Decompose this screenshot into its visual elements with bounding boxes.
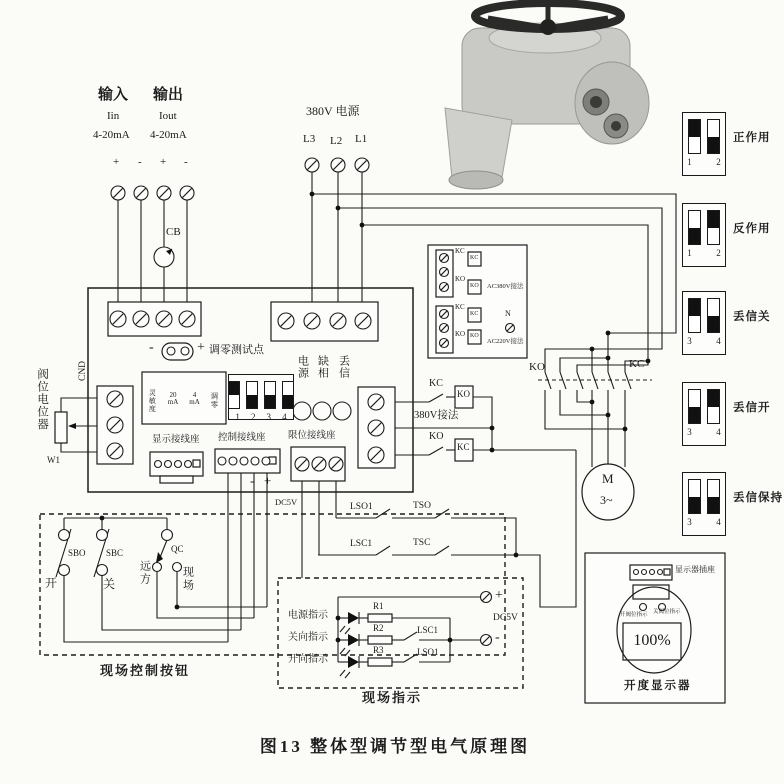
- legend-g2-ko: KO: [455, 330, 466, 338]
- dip-function-label: 丢信关: [733, 311, 771, 323]
- remote-label: 远方: [138, 560, 151, 586]
- dc-minus: -: [250, 473, 255, 488]
- interlock-contact-kc: KC: [429, 378, 443, 389]
- dip-signal-loss-hold: [682, 472, 783, 536]
- dip-cell: [688, 298, 701, 333]
- display-terminal-label: 显示接线座: [152, 435, 200, 445]
- dip-cell: [688, 479, 701, 514]
- phase-l2: L2: [330, 135, 343, 147]
- lsc1-contact-label: LSC1: [417, 625, 439, 635]
- input-range: 4-20mA: [93, 129, 130, 141]
- pot-zero: 调零: [209, 392, 219, 409]
- potentiometer-ref: W1: [47, 455, 60, 465]
- connection-380v-label: 380V接法: [414, 410, 459, 421]
- breaker-label: CB: [166, 226, 181, 238]
- interlock-contact-ko: KO: [429, 431, 444, 442]
- control-terminal-label: 控制接线座: [218, 433, 266, 443]
- limit-terminal-label: 限位接线座: [288, 431, 336, 441]
- local-label: 现场: [181, 566, 194, 592]
- dip-number: 1: [687, 157, 692, 167]
- zero-test-label: 调零测试点: [209, 344, 264, 356]
- motor-phase-label: 3~: [600, 493, 613, 507]
- lso1-contact-label: LSO1: [417, 647, 439, 657]
- dip-function-label: 丢信保持: [733, 492, 783, 504]
- dip-number: 3: [687, 336, 692, 346]
- dip-function-label: 正作用: [733, 132, 771, 144]
- legend-ac220-label: AC220V接法: [487, 338, 524, 345]
- open-label: 开: [45, 576, 58, 590]
- indicator-power: 电源: [296, 355, 309, 379]
- open-indicator-label: 开向指示: [288, 654, 328, 665]
- zero-minus: -: [149, 340, 154, 355]
- dip-signal-loss-close: [682, 291, 771, 355]
- dip-function-label: 反作用: [733, 223, 771, 235]
- phase-l1: L1: [355, 133, 368, 145]
- dc-plus: +: [264, 473, 272, 488]
- indication-dc5v: DC5V: [493, 613, 518, 623]
- close-position-indicator-label: 关阀位指示: [653, 609, 681, 615]
- legend-g1-coil2: KO: [470, 283, 479, 289]
- selector-qc-label: QC: [171, 544, 184, 554]
- pot-4ma: 4 mA: [189, 391, 200, 407]
- interlock-coil-ko: KO: [457, 389, 470, 399]
- dip-number: 3: [687, 517, 692, 527]
- display-unit-title: 开度显示器: [624, 680, 692, 692]
- pot-sensitivity: 灵敏度: [148, 389, 157, 413]
- indication-plus: +: [495, 588, 503, 603]
- dip-number: 1: [687, 248, 692, 258]
- dip-number: 1: [235, 412, 240, 422]
- local-control-title: 现场控制按钮: [100, 663, 191, 678]
- output-range: 4-20mA: [150, 129, 187, 141]
- polarity-plus1: +: [113, 156, 120, 168]
- legend-g2-coil1: KC: [470, 311, 479, 317]
- zero-plus: +: [197, 340, 205, 355]
- legend-g1-kc: KC: [455, 247, 465, 255]
- resistor-r3-label: R3: [373, 645, 384, 655]
- dip-cell: [688, 389, 701, 424]
- input-signal: Iin: [107, 110, 120, 122]
- legend-g2-kc: KC: [455, 303, 465, 311]
- interlock-coil-kc: KC: [457, 442, 470, 452]
- display-socket-label: 显示器插座: [675, 565, 715, 574]
- switch-lsc1-label: LSC1: [350, 539, 373, 549]
- indication-title: 现场指示: [362, 690, 423, 705]
- motor-label: M: [602, 471, 614, 486]
- button-sbo-label: SBO: [68, 548, 86, 558]
- output-signal: Iout: [159, 110, 177, 122]
- legend-ac380-label: AC380V接法: [487, 283, 524, 290]
- dc5v-label: DC5V: [275, 497, 298, 507]
- dip-cell: [246, 381, 258, 409]
- indicator-signal-loss: 丢信: [337, 355, 350, 379]
- switch-tso-label: TSO: [413, 501, 431, 511]
- input-label: 输入: [98, 87, 129, 103]
- power-label: 380V 电源: [306, 104, 360, 118]
- polarity-minus1: -: [138, 156, 142, 168]
- dip-direct-action: [682, 112, 771, 176]
- dip-cell: [707, 389, 720, 424]
- legend-g2-coil2: KO: [470, 333, 479, 339]
- dip-number: 4: [716, 517, 721, 527]
- pot-20ma: 20 mA: [167, 391, 179, 407]
- dip-cell: [228, 381, 240, 409]
- dip-cell: [707, 119, 720, 154]
- dip-number: 3: [266, 412, 272, 422]
- dip-number: 4: [716, 427, 721, 437]
- dip-cell: [264, 381, 276, 409]
- switch-lso1-label: LSO1: [350, 502, 373, 512]
- dip-function-label: 丢信开: [733, 402, 771, 414]
- dip-cell: [688, 119, 701, 154]
- dip-signal-loss-open: [682, 382, 771, 446]
- dip-number: 2: [716, 157, 721, 167]
- dip-reverse-action: [682, 203, 771, 267]
- polarity-plus2: +: [160, 156, 167, 168]
- dip-number: 2: [250, 412, 256, 422]
- contactor-kc-label: KC: [629, 358, 645, 370]
- resistor-r2-label: R2: [373, 623, 384, 633]
- indicator-phase-loss: 缺相: [316, 355, 329, 379]
- polarity-minus2: -: [184, 156, 188, 168]
- actuator-photo: [445, 3, 649, 189]
- board-dip-switch: [228, 374, 294, 420]
- dip-number: 2: [716, 248, 721, 258]
- power-indicator-label: 电源指示: [288, 610, 328, 621]
- gnd-label: CND: [78, 360, 89, 382]
- dip-cell: [707, 210, 720, 245]
- dip-cell: [707, 479, 720, 514]
- dip-number: 4: [282, 412, 287, 422]
- output-label: 输出: [153, 87, 184, 103]
- dip-cell: [688, 210, 701, 245]
- dip-cell: [282, 381, 294, 409]
- figure-title: 图13 整体型调节型电气原理图: [259, 737, 531, 756]
- open-position-indicator-label: 开阀位指示: [620, 612, 648, 618]
- valve-potentiometer-label: 阀位电位器: [36, 368, 49, 431]
- phase-l3: L3: [303, 133, 316, 145]
- indication-minus: -: [495, 630, 500, 645]
- close-label: 关: [103, 577, 116, 591]
- switch-tsc-label: TSC: [413, 538, 431, 548]
- dip-number: 3: [687, 427, 692, 437]
- legend-neutral: N: [505, 309, 511, 318]
- dip-number: 4: [716, 336, 721, 346]
- button-sbc-label: SBC: [106, 548, 124, 558]
- close-indicator-label: 关向指示: [288, 632, 328, 643]
- legend-g1-ko: KO: [455, 275, 466, 283]
- opening-value: 100%: [633, 632, 671, 650]
- dip-cell: [707, 298, 720, 333]
- legend-g1-coil1: KC: [470, 255, 479, 261]
- contactor-ko-label: KO: [529, 361, 545, 373]
- resistor-r1-label: R1: [373, 601, 384, 611]
